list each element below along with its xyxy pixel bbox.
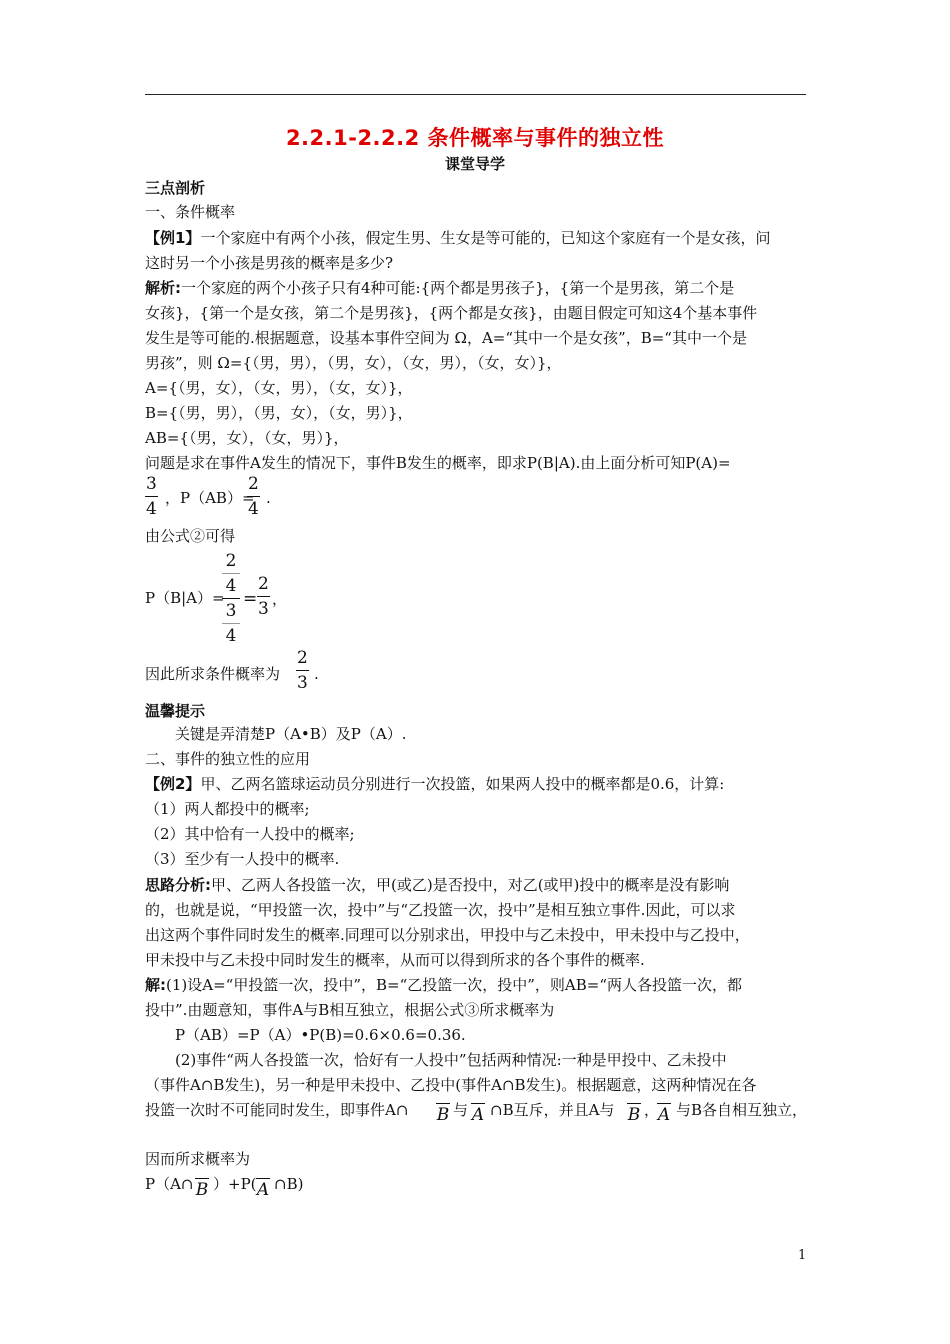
fraction-pa: 3 4 <box>146 474 157 519</box>
b-bar-3: B <box>195 1180 209 1200</box>
page-title: 2.2.1-2.2.2 条件概率与事件的独立性 <box>285 126 665 150</box>
solution2-line4: (2)事件“两人各投篮一次，恰好有一人投中”包括两种情况:一种是甲投中、乙未投中 <box>175 1051 727 1069</box>
period-2: . <box>314 665 319 683</box>
analysis-label: 思路分析: <box>145 876 211 894</box>
solution1-line2: 女孩}，{第一个是女孩，第二个是男孩}，{两个都是女孩}，由题目假定可知这4个基本事件 <box>145 304 758 322</box>
solution2-line2: 投中”.由题意知，事件A与B相互独立，根据公式③所求概率为 <box>145 1001 555 1019</box>
analysis-line3: 出这两个事件同时发生的概率.同理可以分别求出，甲投中与乙未投中，甲未投中与乙投中， <box>145 926 750 944</box>
question-3: （3）至少有一人投中的概率. <box>145 850 340 868</box>
set-b: B={（男，男），（男，女），（女，男）}， <box>145 404 413 422</box>
solution2-line1: 解:(1)设A=“甲投篮一次，投中”，B=“乙投篮一次，投中”，则AB=“两人各投篮一次，都 <box>145 976 743 994</box>
fraction-result: 2 3 <box>258 574 269 619</box>
compound-fraction: 2 4 3 4 <box>222 551 240 646</box>
example1-line2: 这时另一个小孩是男孩的概率是多少? <box>145 254 394 272</box>
fraction-conclusion: 2 3 <box>297 648 308 693</box>
fraction-pab: 2 4 <box>248 474 259 519</box>
solution1-line1: 解析:一个家庭的两个小孩子只有4种可能:{两个都是男孩子}，{第一个是男孩，第二个是 <box>145 279 735 297</box>
pba-label: P（B|A）= <box>145 589 225 607</box>
example2-label: 【例2】 <box>145 775 201 793</box>
solution2-label: 解: <box>145 976 166 994</box>
solution2-line7: 因而所求概率为 <box>145 1150 251 1168</box>
conclusion-text: 因此所求条件概率为 <box>145 665 281 683</box>
solution1-line8: 问题是求在事件A发生的情况下，事件B发生的概率，即求P(B|A).由上面分析可知P(A)= <box>145 454 731 472</box>
equals-sign: = <box>243 589 258 609</box>
comma-1: ， <box>272 590 288 608</box>
part2-title: 二、事件的独立性的应用 <box>145 750 311 768</box>
tip-text: 关键是弄清楚P（A•B）及P（A）. <box>175 725 407 743</box>
page-number: 1 <box>798 1248 807 1263</box>
solution2-line6d: ， <box>644 1101 660 1119</box>
question-2: （2）其中恰有一人投中的概率; <box>145 825 355 843</box>
analysis-line4: 甲未投中与乙未投中同时发生的概率，从而可以得到所求的各个事件的概率. <box>145 951 645 969</box>
solution1-line3: 发生是等可能的.根据题意，设基本事件空间为 Ω，A=“其中一个是女孩”，B=“其中一个是 <box>145 329 747 347</box>
solution2-line6e: 与B各自相互独立， <box>676 1101 808 1119</box>
a-bar-1: A <box>471 1105 485 1125</box>
solution2-line5: （事件A∩B发生)，另一种是甲未投中、乙投中(事件A∩B发生)。根据题意，这两种情况在各 <box>145 1076 757 1094</box>
solution2-line8c: ∩B) <box>274 1175 304 1193</box>
example1-line1: 【例1】一个家庭中有两个小孩，假定生男、生女是等可能的，已知这个家庭有一个是女孩，问 <box>145 229 771 247</box>
solution2-line6b: 与 <box>453 1101 469 1119</box>
a-bar-2: A <box>657 1105 671 1125</box>
a-bar-3: A <box>256 1180 270 1200</box>
analysis-line2: 的，也就是说，“甲投篮一次，投中”与“乙投篮一次，投中”是相互独立事件.因此，可以求 <box>145 901 736 919</box>
pab-label: ，P（AB）= <box>165 489 255 507</box>
example2-line1: 【例2】甲、乙两名篮球运动员分别进行一次投篮，如果两人投中的概率都是0.6，计算: <box>145 775 725 793</box>
solution2-line8a: P（A∩ <box>145 1175 194 1193</box>
question-1: （1）两人都投中的概率; <box>145 800 310 818</box>
period-1: . <box>266 489 271 507</box>
solution2-line3: P（AB）=P（A）•P(B)=0.6×0.6=0.36. <box>175 1026 466 1044</box>
set-a: A={（男，女），（女，男），（女，女）}， <box>145 379 413 397</box>
part1-title: 一、条件概率 <box>145 203 236 221</box>
b-bar-2: B <box>627 1105 641 1125</box>
formula-intro: 由公式②可得 <box>145 527 236 545</box>
solution1-line4: 男孩”，则 Ω={（男，男），（男，女），（女，男），（女，女）}， <box>145 354 562 372</box>
solution2-line6c: ∩B互斥，并且A与 <box>490 1101 615 1119</box>
set-ab: AB={（男，女），（女，男）}， <box>145 429 349 447</box>
header-rule <box>145 94 806 95</box>
tip-heading: 温馨提示 <box>145 702 206 720</box>
solution2-line8b: ）+P( <box>213 1175 257 1193</box>
example1-label: 【例1】 <box>145 229 201 247</box>
solution2-line6a: 投篮一次时不可能同时发生，即事件A∩ <box>145 1101 409 1119</box>
analysis-line1: 思路分析:甲、乙两人各投篮一次，甲(或乙)是否投中，对乙(或甲)投中的概率是没有影响 <box>145 876 730 894</box>
solution1-label: 解析: <box>145 279 181 297</box>
section-heading: 三点剖析 <box>145 179 206 197</box>
b-bar-1: B <box>436 1105 450 1125</box>
page-subtitle: 课堂导学 <box>444 155 505 173</box>
